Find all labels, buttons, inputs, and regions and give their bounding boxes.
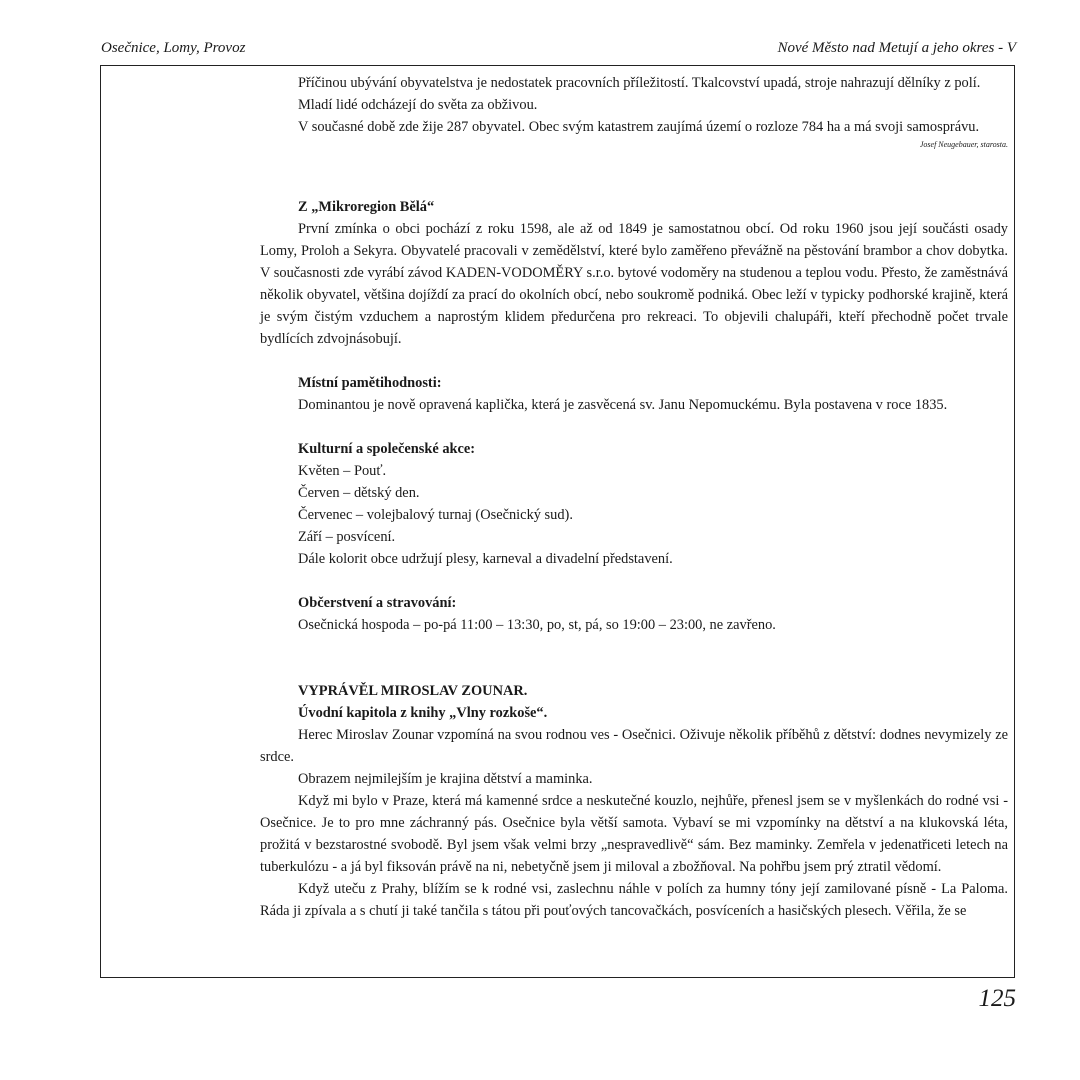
paragraph: Příčinou ubývání obyvatelstva je nedostatek pracovních příležitostí. Tkalcovství upadá, stroje nahrazují dělníky z polí. [298,75,981,91]
list-item: Září – posvícení. [298,529,396,545]
list-item: Květen – Pouť. [298,463,387,479]
paragraph: Herec Miroslav Zounar vzpomíná na svou rodnou ves - Osečnici. Oživuje několik příběhů z dětství: dodnes nevymizely ze srdce. [260,727,1008,765]
paragraph: Obrazem nejmilejším je krajina dětství a maminka. [298,771,593,787]
list-item: Červenec – volejbalový turnaj (Osečnický sud). [298,507,573,523]
section-heading: Z „Mikroregion Bělá“ [298,199,435,215]
section-heading: Občerstvení a stravování: [298,595,457,611]
paragraph: Mladí lidé odcházejí do světa za obživou. [298,97,538,113]
paragraph: Když mi bylo v Praze, která má kamenné srdce a neskutečné kouzlo, nejhůře, přenesl jsem se v myšlenkách do rodné vsi - Osečnice. Je to pro mne záchranný pás. Osečnice byla větší samota. Vybaví se mi vzpomínky na dětství a na klukovská léta, prožitá v bezstarostné svobodě. Byl jsem však velmi brzy „nespravedlivě“ sám. Bez maminky. Zemřela v jedenatřiceti letech na tuberkulózu - a já byl fiksován právě na ni, nebetyčně jsem ji miloval a zbožňoval. Na pohřbu jsem prý ztratil vědomí. [260,793,1008,875]
paragraph: Osečnická hospoda – po-pá 11:00 – 13:30, po, st, pá, so 19:00 – 23:00, ne zavřeno. [298,617,776,633]
list-item: Červen – dětský den. [298,485,420,501]
section-heading: Kulturní a společenské akce: [298,441,476,457]
list-item: Dále kolorit obce udržují plesy, karneval a divadelní představení. [298,551,673,567]
chapter-subheading: Úvodní kapitola z knihy „Vlny rozkoše“. [298,705,548,721]
paragraph: Když uteču z Prahy, blížím se k rodné vsi, zaslechnu náhle v polích za humny tóny její zamilované písně - La Paloma. Ráda ji zpívala a s chutí ji také tančila s tátou při pouťových tancovačkách, posvíceních a hasičských plesech. Věřila, že se [260,881,1008,919]
section-heading: Místní pamětihodnosti: [298,375,442,391]
paragraph: V současné době zde žije 287 obyvatel. Obec svým katastrem zaujímá území o rozloze 784 ha a má svoji samosprávu. [298,119,980,135]
page-number: 125 [978,985,1016,1012]
signature: Josef Neugebauer, starosta. [919,140,1008,149]
header-left: Osečnice, Lomy, Provoz [101,40,246,56]
paragraph: První zmínka o obci pochází z roku 1598, ale až od 1849 je samostatnou obcí. Od roku 1960 jsou její součásti osady Lomy, Proloh a Sekyra. Obyvatelé pracovali v zemědělství, které bylo zaměřeno převážně na pěstování brambor a chov dobytka. V současnosti zde vyrábí závod KADEN-VODOMĚRY s.r.o. bytové vodoměry na studenou a teplou vodu. Přesto, že zaměstnává několik obyvatel, většina dojíždí za prací do okolních obcí, nebo soukromě podniká. Obec leží v typicky podhorské krajině, která je svým čistým vzduchem a naprostým klidem předurčena pro rekreaci. To objevili chalupáři, kteří přechodně počet trvale bydlících zdvojnásobují. [260,221,1008,347]
page-body [260,72,1008,922]
header-right: Nové Město nad Metují a jeho okres - V [777,40,1016,56]
chapter-heading: VYPRÁVĚL MIROSLAV ZOUNAR. [298,683,528,699]
paragraph: Dominantou je nově opravená kaplička, která je zasvěcená sv. Janu Nepomuckému. Byla postavena v roce 1835. [298,397,948,413]
